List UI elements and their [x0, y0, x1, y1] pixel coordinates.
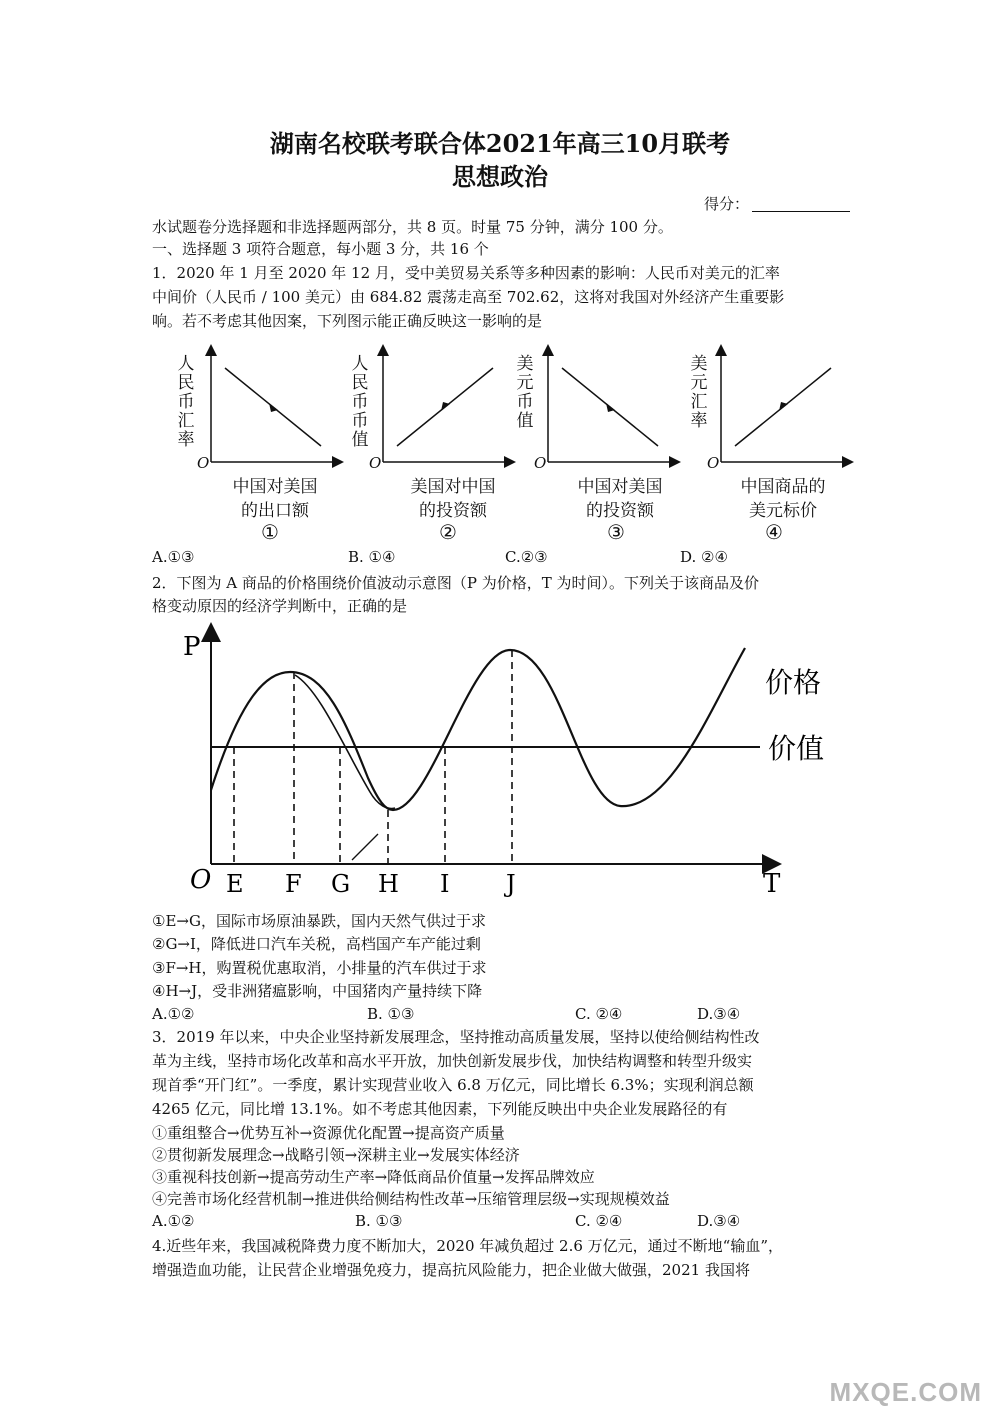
q2-option-b[interactable]: B. ①③: [367, 1005, 415, 1023]
price-curve-overlay: [295, 675, 395, 808]
graph-2-xlabel-2: 的投资额: [419, 501, 487, 521]
q2-statement-1: ①E→G，国际市场原油暴跌，国内天然气供过于求: [152, 912, 486, 930]
q1-line-3: 响。若不考虑其他因案，下列图示能正确反映这一影响的是: [152, 312, 543, 330]
watermark-logo: MXQE.COM: [829, 1377, 982, 1407]
q3-statement-4: ④完善市场化经营机制→推进供给侧结构性改革→压缩管理层级→实现规模效益: [152, 1190, 670, 1208]
graph-1-origin: O: [197, 454, 210, 472]
graph-3-origin: O: [534, 454, 547, 472]
graph-4-xlabel-1: 中国商品的: [740, 477, 826, 497]
tick-h: H: [378, 870, 399, 898]
q1-line-1: 1．2020 年 1 月至 2020 年 12 月，受中美贸易关系等多种因素的影响：人民币对美元的汇率: [152, 264, 780, 282]
graph-3-number: ③: [607, 520, 625, 544]
graph-3-xlabel-2: 的投资额: [586, 501, 654, 521]
price-curve: [211, 648, 745, 810]
q2-line-2: 格变动原因的经济学判断中，正确的是: [152, 597, 408, 615]
graph-1-number: ①: [261, 520, 279, 544]
q1-option-b[interactable]: B. ①④: [348, 548, 396, 566]
q3-statement-2: ②贯彻新发展理念→战略引领→深耕主业→发展实体经济: [152, 1146, 520, 1164]
graph-1-xlabel-2: 的出口额: [241, 501, 309, 521]
graph-1-ylabel: 人民币汇率: [177, 354, 195, 450]
q3-option-b[interactable]: B. ①③: [355, 1212, 403, 1230]
graph-4-number: ④: [765, 520, 783, 544]
graph-3-ylabel: 美元币值: [516, 354, 534, 431]
graph-2-ylabel: 人民币币值: [351, 354, 369, 450]
graph-3-xlabel-1: 中国对美国: [577, 477, 663, 497]
tick-e: E: [226, 870, 244, 898]
graph-4-xlabel-2: 美元标价: [749, 501, 817, 521]
price-value-chart: [0, 620, 1000, 900]
q3-option-d[interactable]: D.③④: [697, 1212, 741, 1230]
q3-line-2: 革为主线，坚持市场化改革和高水平开放，加快创新发展步伐，加快结构调整和转型升级实: [152, 1052, 753, 1070]
q2-line-1: 2．下图为 A 商品的价格围绕价值波动示意图（P 为价格，T 为时间）。下列关于该商品及价: [152, 574, 760, 592]
q1-option-a[interactable]: A.①③: [152, 548, 195, 566]
q2-statement-2: ②G→I，降低进口汽车关税，高档国产车产能过剩: [152, 935, 481, 953]
graph-2-origin: O: [369, 454, 382, 472]
graph-4-ylabel: 美元汇率: [690, 354, 708, 431]
q3-line-4: 4265 亿元，同比增 13.1%。如不考虑其他因素，下列能反映出中央企业发展路径的有: [152, 1100, 728, 1118]
q2-statement-4: ④H→J，受非洲猪瘟影响，中国猪肉产量持续下降: [152, 982, 483, 1000]
q2-statement-3: ③F→H，购置税优惠取消，小排量的汽车供过于求: [152, 959, 487, 977]
q3-statement-1: ①重组整合→优势互补→资源优化配置→提高资产质量: [152, 1124, 505, 1142]
p-axis-label: P: [183, 632, 201, 662]
exam-notice: 水试题卷分选择题和非选择题两部分，共 8 页。时量 75 分钟，满分 100 分。: [152, 218, 673, 236]
value-label: 价值: [768, 732, 825, 765]
t-axis-label: T: [763, 869, 781, 899]
score-label: 得分：: [704, 195, 750, 213]
q3-statement-3: ③重视科技创新→提高劳动生产率→降低商品价值量→发挥品牌效应: [152, 1168, 595, 1186]
q1-option-c[interactable]: C.②③: [505, 548, 548, 566]
pen-mark: [352, 834, 378, 860]
tick-f: F: [285, 870, 302, 898]
q3-line-1: 3．2019 年以来，中央企业坚持新发展理念，坚持推动高质量发展，坚持以使给侧结构性改: [152, 1028, 760, 1046]
q2-option-a[interactable]: A.①②: [152, 1005, 195, 1023]
tick-i: I: [440, 870, 450, 898]
tick-j: J: [506, 870, 516, 898]
q1-option-d[interactable]: D. ②④: [680, 548, 728, 566]
q3-line-3: 现首季“开门红”。一季度，累计实现营业收入 6.8 万亿元，同比增长 6.3%；实现利润总额: [152, 1076, 754, 1094]
page-subtitle: 思想政治: [452, 162, 548, 191]
graph-2-number: ②: [439, 520, 457, 544]
graph-2-xlabel-1: 美国对中国: [410, 477, 496, 497]
tick-g: G: [331, 870, 351, 898]
q4-line-2: 增强造血功能，让民营企业增强免疫力，提高抗风险能力，把企业做大做强，2021 我国将: [152, 1261, 750, 1279]
q4-line-1: 4.近些年来，我国减税降费力度不断加大，2020 年减负超过 2.6 万亿元，通过不断地“输血”，: [152, 1237, 783, 1255]
q2-option-c[interactable]: C. ②④: [575, 1005, 623, 1023]
chart-origin: O: [190, 865, 212, 895]
graph-4-origin: O: [707, 454, 720, 472]
q1-line-2: 中间价（人民币 / 100 美元）由 684.82 震荡走高至 702.62，这将对我国对外经济产生重要影: [152, 288, 785, 306]
q3-option-c[interactable]: C. ②④: [575, 1212, 623, 1230]
graph-1-xlabel-1: 中国对美国: [232, 477, 318, 497]
section-heading: 一、选择题 3 项符合题意，每小题 3 分，共 16 个: [152, 240, 489, 258]
page-title: 湖南名校联考联合体2021年高三10月联考: [269, 129, 731, 158]
q2-option-d[interactable]: D.③④: [697, 1005, 741, 1023]
q3-option-a[interactable]: A.①②: [152, 1212, 195, 1230]
price-label: 价格: [765, 666, 822, 699]
